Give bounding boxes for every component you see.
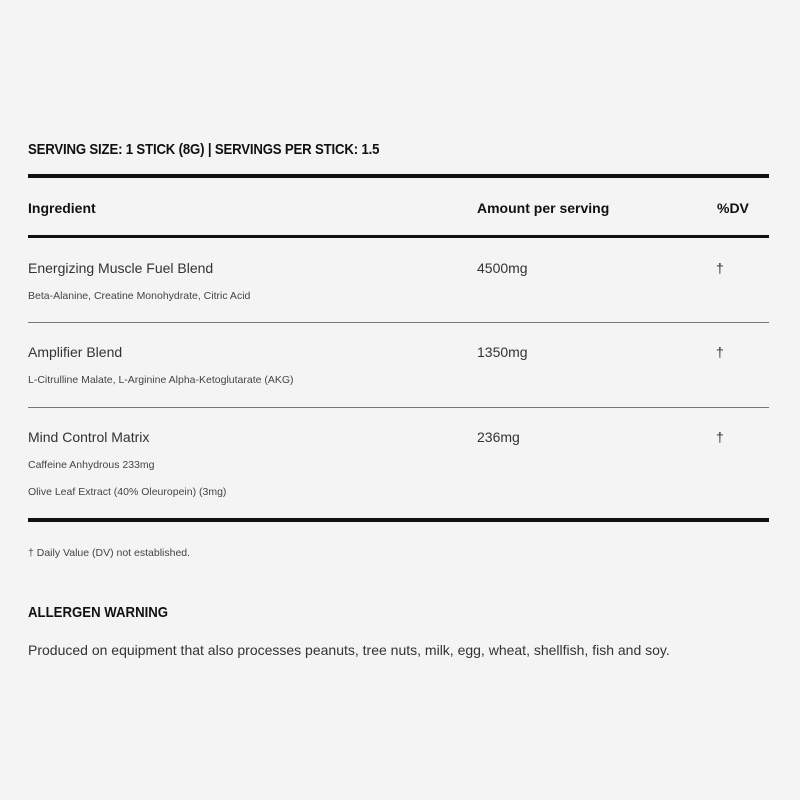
- row-2-dv: †: [716, 344, 724, 360]
- row-divider: [28, 322, 769, 323]
- row-1-detail: Beta-Alanine, Creatine Monohydrate, Citric Acid: [28, 290, 251, 302]
- header-dv: %DV: [717, 200, 749, 216]
- row-3-dv: †: [716, 429, 724, 445]
- header-ingredient: Ingredient: [28, 200, 96, 216]
- dv-footnote: † Daily Value (DV) not established.: [28, 547, 191, 559]
- row-3-detail-2: Olive Leaf Extract (40% Oleuropein) (3mg): [28, 486, 227, 498]
- row-divider: [28, 407, 769, 408]
- header-amount: Amount per serving: [477, 200, 610, 216]
- row-3-name: Mind Control Matrix: [28, 429, 150, 445]
- row-1-dv: †: [716, 260, 724, 276]
- row-1-amount: 4500mg: [477, 260, 528, 276]
- row-2-detail: L-Citrulline Malate, L-Arginine Alpha-Ketoglutarate (AKG): [28, 374, 294, 386]
- allergen-text: Produced on equipment that also processes peanuts, tree nuts, milk, egg, wheat, shellfish, fish and soy.: [28, 642, 670, 658]
- header-rule: [28, 235, 769, 238]
- allergen-title: ALLERGEN WARNING: [28, 604, 169, 621]
- row-2-name: Amplifier Blend: [28, 344, 123, 360]
- row-3-detail-1: Caffeine Anhydrous 233mg: [28, 459, 155, 471]
- table-top-rule: [28, 174, 769, 178]
- row-1-name: Energizing Muscle Fuel Blend: [28, 260, 214, 276]
- row-2-amount: 1350mg: [477, 344, 528, 360]
- row-3-amount: 236mg: [477, 429, 520, 445]
- table-bottom-rule: [28, 518, 769, 522]
- serving-size-heading: SERVING SIZE: 1 STICK (8G) | SERVINGS PER STICK: 1.5: [28, 141, 380, 158]
